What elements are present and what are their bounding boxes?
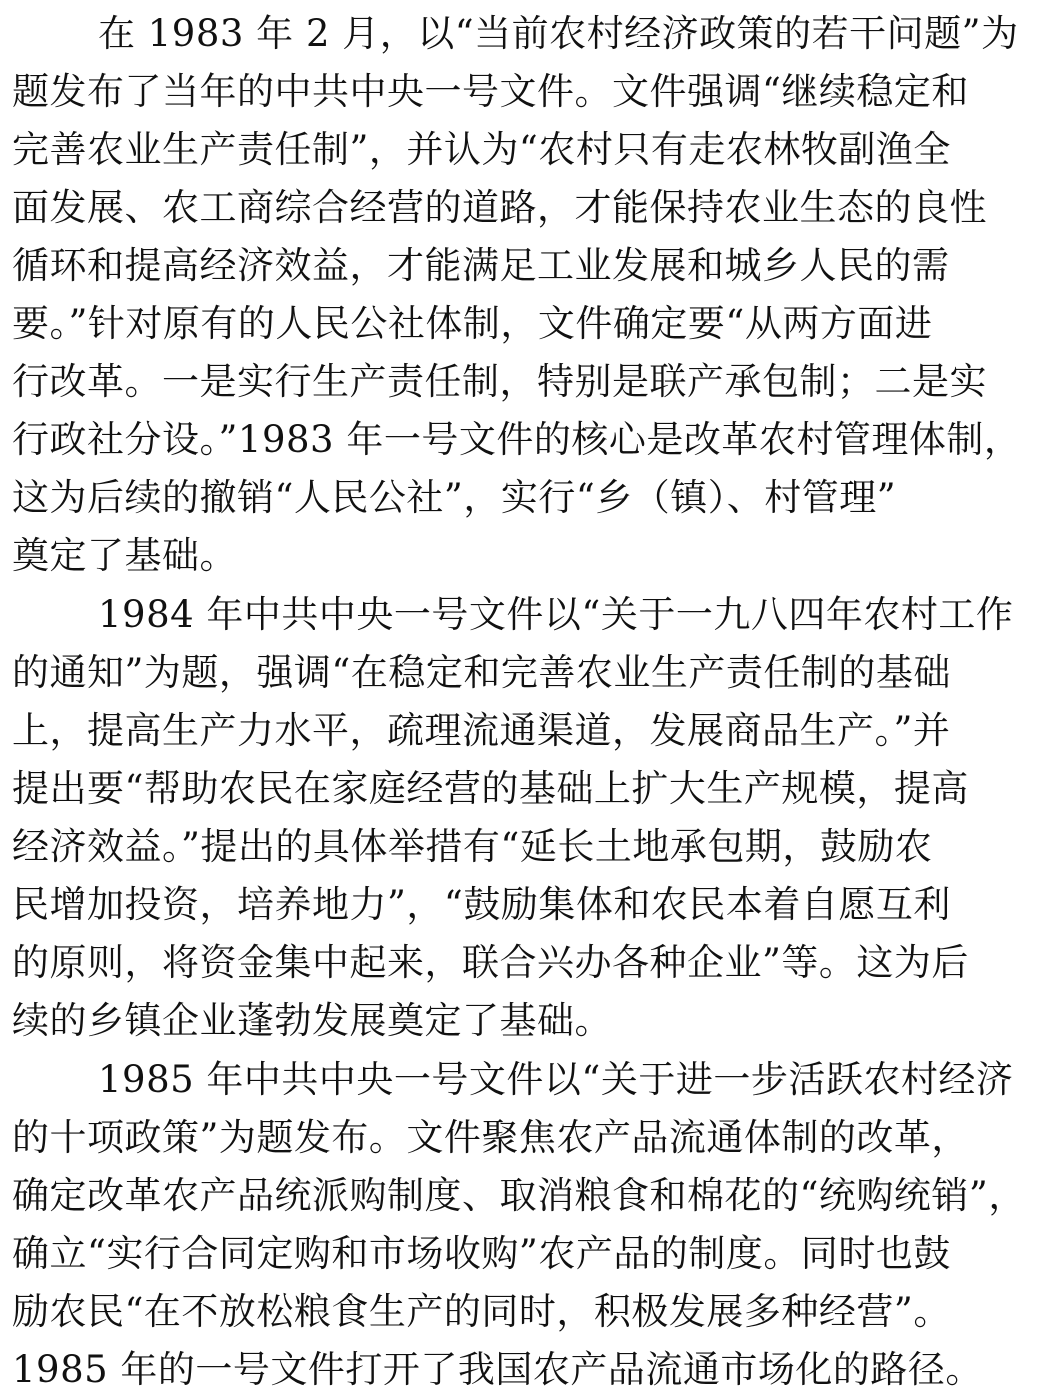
text-line: 确立“实行合同定购和市场收购”农产品的制度。同时也鼓 bbox=[12, 1232, 951, 1275]
text-line: 面发展、农工商综合经营的道路，才能保持农业生态的良性 bbox=[12, 186, 987, 229]
text-line: 完善农业生产责任制”，并认为“农村只有走农林牧副渔全 bbox=[12, 128, 951, 171]
text-line: 民增加投资，培养地力”，“鼓励集体和农民本着自愿互利 bbox=[12, 883, 951, 926]
text-line: 励农民“在不放松粮食生产的同时，积极发展多种经营”。 bbox=[12, 1290, 951, 1333]
text-line: 1984 年中共中央一号文件以“关于一九八四年农村工作 bbox=[98, 593, 1014, 636]
text-line: 经济效益。”提出的具体举措有“延长土地承包期，鼓励农 bbox=[12, 825, 933, 868]
text-line: 行改革。一是实行生产责任制，特别是联产承包制；二是实 bbox=[12, 360, 987, 403]
text-line: 的原则，将资金集中起来，联合兴办各种企业”等。这为后 bbox=[12, 941, 969, 984]
text-line: 的十项政策”为题发布。文件聚焦农产品流通体制的改革， bbox=[12, 1116, 969, 1159]
text-line: 在 1983 年 2 月，以“当前农村经济政策的若干问题”为 bbox=[98, 12, 1019, 55]
text-line: 续的乡镇企业蓬勃发展奠定了基础。 bbox=[12, 999, 612, 1042]
text-line: 的通知”为题，强调“在稳定和完善农业生产责任制的基础 bbox=[12, 651, 951, 694]
text-line: 循环和提高经济效益，才能满足工业发展和城乡人民的需 bbox=[12, 244, 950, 287]
text-line: 1985 年的一号文件打开了我国农产品流通市场化的路径。 bbox=[12, 1348, 983, 1391]
text-line: 这为后续的撤销“人民公社”，实行“乡（镇）、村管理” bbox=[12, 476, 897, 519]
text-line: 要。”针对原有的人民公社体制，文件确定要“从两方面进 bbox=[12, 302, 933, 345]
text-line: 奠定了基础。 bbox=[12, 534, 237, 577]
text-line: 提出要“帮助农民在家庭经营的基础上扩大生产规模，提高 bbox=[12, 767, 969, 810]
text-line: 行政社分设。”1983 年一号文件的核心是改革农村管理体制， bbox=[12, 418, 1022, 461]
text-line: 确定改革农产品统派购制度、取消粮食和棉花的“统购统销”， bbox=[12, 1174, 1026, 1217]
text-line: 题发布了当年的中共中央一号文件。文件强调“继续稳定和 bbox=[12, 70, 969, 113]
text-line: 上，提高生产力水平，疏理流通渠道，发展商品生产。”并 bbox=[12, 709, 951, 752]
text-line: 1985 年中共中央一号文件以“关于进一步活跃农村经济 bbox=[98, 1058, 1014, 1101]
